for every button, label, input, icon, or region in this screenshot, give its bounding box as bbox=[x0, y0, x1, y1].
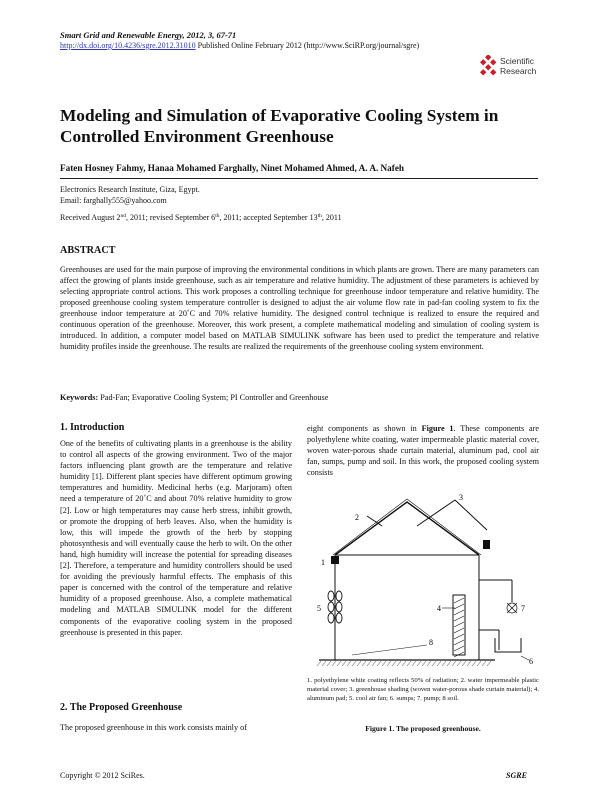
revised-sup: th bbox=[215, 213, 220, 219]
label-2: 2 bbox=[355, 513, 359, 522]
pad-hatch-line bbox=[454, 640, 464, 645]
soil-hatch-line bbox=[422, 661, 426, 666]
received-sup: nd bbox=[120, 213, 126, 219]
soil-hatch-line bbox=[442, 661, 446, 666]
pump-icon bbox=[507, 603, 517, 613]
pad-hatch-line bbox=[454, 622, 464, 627]
roof-cover bbox=[333, 499, 481, 555]
label-6: 6 bbox=[529, 657, 533, 666]
doi-line bbox=[60, 41, 419, 50]
soil-hatch-line bbox=[427, 661, 431, 666]
soil-hatch-line bbox=[477, 661, 481, 666]
label-8: 8 bbox=[429, 638, 433, 647]
soil-hatch-line bbox=[472, 661, 476, 666]
keywords-line bbox=[60, 393, 328, 402]
soil-hatch-line bbox=[327, 661, 331, 666]
soil-hatch-line bbox=[437, 661, 441, 666]
soil-hatch-line bbox=[372, 661, 376, 666]
figure-caption: Figure 1. The proposed greenhouse. bbox=[365, 724, 481, 733]
soil-hatch-line bbox=[387, 661, 391, 666]
journal-citation: Smart Grid and Renewable Energy, 2012, 3, 67-71 bbox=[60, 30, 237, 40]
pad-hatch-line bbox=[454, 604, 464, 609]
soil-hatch-line bbox=[317, 661, 321, 666]
label-7: 7 bbox=[521, 604, 525, 613]
soil-hatch-line bbox=[462, 661, 466, 666]
journal-abbreviation: SGRE bbox=[506, 771, 527, 780]
doi-link[interactable]: http://dx.doi.org/10.4236/sgre.2012.31010 bbox=[60, 41, 196, 50]
soil-hatch-line bbox=[407, 661, 411, 666]
leader-6 bbox=[521, 656, 529, 660]
soil-hatch-line bbox=[392, 661, 396, 666]
soil-hatch-line bbox=[367, 661, 371, 666]
soil-hatch-line bbox=[402, 661, 406, 666]
leader-3 bbox=[367, 516, 382, 526]
affiliation-block bbox=[60, 184, 200, 206]
logo-mark-icon bbox=[478, 55, 498, 77]
logo-word-1: Scientific bbox=[500, 56, 535, 66]
abstract-heading: ABSTRACT bbox=[60, 245, 116, 256]
label-4: 4 bbox=[437, 604, 441, 613]
soil-hatch-line bbox=[417, 661, 421, 666]
received-dates bbox=[60, 213, 342, 222]
accepted-text: , 2011; accepted September 13 bbox=[219, 213, 318, 222]
figure-ref: Figure 1 bbox=[421, 424, 454, 433]
right-column-text bbox=[307, 423, 539, 478]
label-1: 1 bbox=[321, 558, 325, 567]
soil-hatch-line bbox=[322, 661, 326, 666]
figure-legend: 1. polyethylene white coating reflects 50% of radiation; 2. water impermeable plastic material cover; 3. greenhouse shading (woven water-porous shade curtain material); 4. aluminum pad; 5. cool air fan; 6. sumps; 7. pump; 8 soil. bbox=[307, 677, 539, 702]
leader-8 bbox=[352, 645, 427, 655]
year-text: , 2011 bbox=[321, 213, 342, 222]
soil-hatch-line bbox=[467, 661, 471, 666]
section-1-text: One of the benefits of cultivating plants in a greenhouse is the ability to control all aspects of the growing environment. Two of the major factors influencing plant growth are the temperature and relative humidity [1]. Different plant species have different optimum growing temperatures and humidity. Medicinal herbs (e.g. Marjoram) often need a temperature of 20˚C and about 70% relative humidity to grow [2]. Low or high temperatures may cause herb stress, inhibit growth, or promote the dropping of herb leaves. Also, when the humidity is low, this will impede the growth of the herb by stopping photosynthesis and will eventually cause the herb to wilt. On the other hand, high humidity will increase the potential for spreading diseases [2]. Therefore, a temperature and humidity controllers should be used for avoiding the previously harmful effects. The emphasis of this paper is concerned with the control of the temperature and relative humidity of a proposed greenhouse. Also, a complete mathematical modeling and MATLAB SIMULINK model for the different components of the evaporative cooling system in the proposed greenhouse is presented in this paper. bbox=[60, 439, 292, 637]
soil-hatch-line bbox=[352, 661, 356, 666]
greenhouse-figure bbox=[307, 490, 539, 672]
pad-hatch-line bbox=[454, 634, 464, 639]
affiliation: Electronics Research Institute, Giza, Egypt. bbox=[60, 185, 200, 194]
paper-title: Modeling and Simulation of Evaporative Cooling System in Controlled Environment Greenhouse bbox=[60, 106, 499, 146]
section-2-heading: 2. The Proposed Greenhouse bbox=[60, 702, 183, 713]
copyright: Copyright © 2012 SciRes. bbox=[60, 771, 145, 780]
soil-hatch-line bbox=[377, 661, 381, 666]
published-info: Published Online February 2012 (http://www.SciRP.org/journal/sgre) bbox=[195, 41, 420, 50]
soil-hatch-line bbox=[457, 661, 461, 666]
header-divider bbox=[60, 178, 538, 179]
pad-hatch-line bbox=[454, 598, 464, 603]
accepted-sup: th bbox=[317, 213, 322, 219]
soil-hatch-line bbox=[347, 661, 351, 666]
coating-block bbox=[331, 556, 339, 564]
soil-hatch-line bbox=[382, 661, 386, 666]
soil-hatch-line bbox=[357, 661, 361, 666]
label-5: 5 bbox=[317, 604, 321, 613]
soil-hatch-line bbox=[337, 661, 341, 666]
pad-hatch-line bbox=[454, 616, 464, 621]
keywords-label: Keywords: bbox=[60, 393, 99, 402]
aluminum-pad bbox=[453, 595, 465, 655]
section-2-text: The proposed greenhouse in this work consists mainly of bbox=[60, 723, 247, 732]
pad-hatching bbox=[454, 598, 464, 657]
right-text-pre: eight components as shown in bbox=[307, 424, 422, 433]
soil-hatch-line bbox=[447, 661, 451, 666]
soil-hatch-line bbox=[452, 661, 456, 666]
leader-2-b bbox=[455, 500, 487, 530]
email: Email: farghally555@yahoo.com bbox=[60, 196, 167, 205]
soil-hatch-line bbox=[482, 661, 486, 666]
pad-hatch-line bbox=[454, 628, 464, 633]
fan-left bbox=[328, 590, 342, 625]
soil-hatch-line bbox=[342, 661, 346, 666]
scientific-research-logo bbox=[478, 55, 548, 79]
soil-hatch-line bbox=[412, 661, 416, 666]
received-text: Received August 2 bbox=[60, 213, 121, 222]
abstract-text: Greenhouses are used for the main purpose of improving the environmental conditions in which plants are grown. There are many parameters can affect the growing of plants inside greenhouse, such as air temperature and relative humidity. The adjustment of these parameters is achieved by selecting appropriate control actions. This work proposes a controlling technique for greenhouse indoor temperature and relative humidity. The proposed greenhouse cooling system temperature controller is designed to adjust the air volume flow rate in pad-fan cooling system to fix the greenhouse indoor temperature at 20˚C and 70% relative humidity. The designed control technique is realized to ensure the required and continuous operation of the greenhouse. Moreover, this work present, a complete mathematical modeling and simulation of cooling system is introduced. In addition, a computer model based on MATLAB SIMULINK software has been used to predict the temperature and relative humidity profiles inside the greenhouse. The results are realized the requirements of the greenhouse cooling system environment. bbox=[60, 265, 539, 351]
logo-word-2: Research bbox=[500, 66, 537, 76]
soil-hatch-line bbox=[332, 661, 336, 666]
section-1-heading: 1. Introduction bbox=[60, 422, 125, 433]
author-list: Faten Hosney Fahmy, Hanaa Mohamed Farghally, Ninet Mohamed Ahmed, A. A. Nafeh bbox=[60, 163, 405, 173]
roof bbox=[335, 502, 479, 555]
label-3: 3 bbox=[459, 493, 463, 502]
soil-hatch-line bbox=[432, 661, 436, 666]
soil-hatch-line bbox=[397, 661, 401, 666]
soil-hatch-line bbox=[362, 661, 366, 666]
soil-hatch-line bbox=[487, 661, 491, 666]
revised-text: , 2011; revised September 6 bbox=[125, 213, 216, 222]
right-text-post: . These components are polyethylene white coating, water impermeable plastic material cover, woven water-porous shade curtain material, aluminum pad, cool air fan, sumps, pump and soil. In this work, the proposed cooling system consists bbox=[307, 424, 539, 478]
keywords-text: Pad-Fan; Evaporative Cooling System; PI Controller and Greenhouse bbox=[98, 393, 329, 402]
pad-hatch-line bbox=[454, 646, 464, 651]
roof-block bbox=[483, 540, 490, 549]
soil-hatching bbox=[317, 661, 491, 666]
pad-hatch-line bbox=[454, 610, 464, 615]
